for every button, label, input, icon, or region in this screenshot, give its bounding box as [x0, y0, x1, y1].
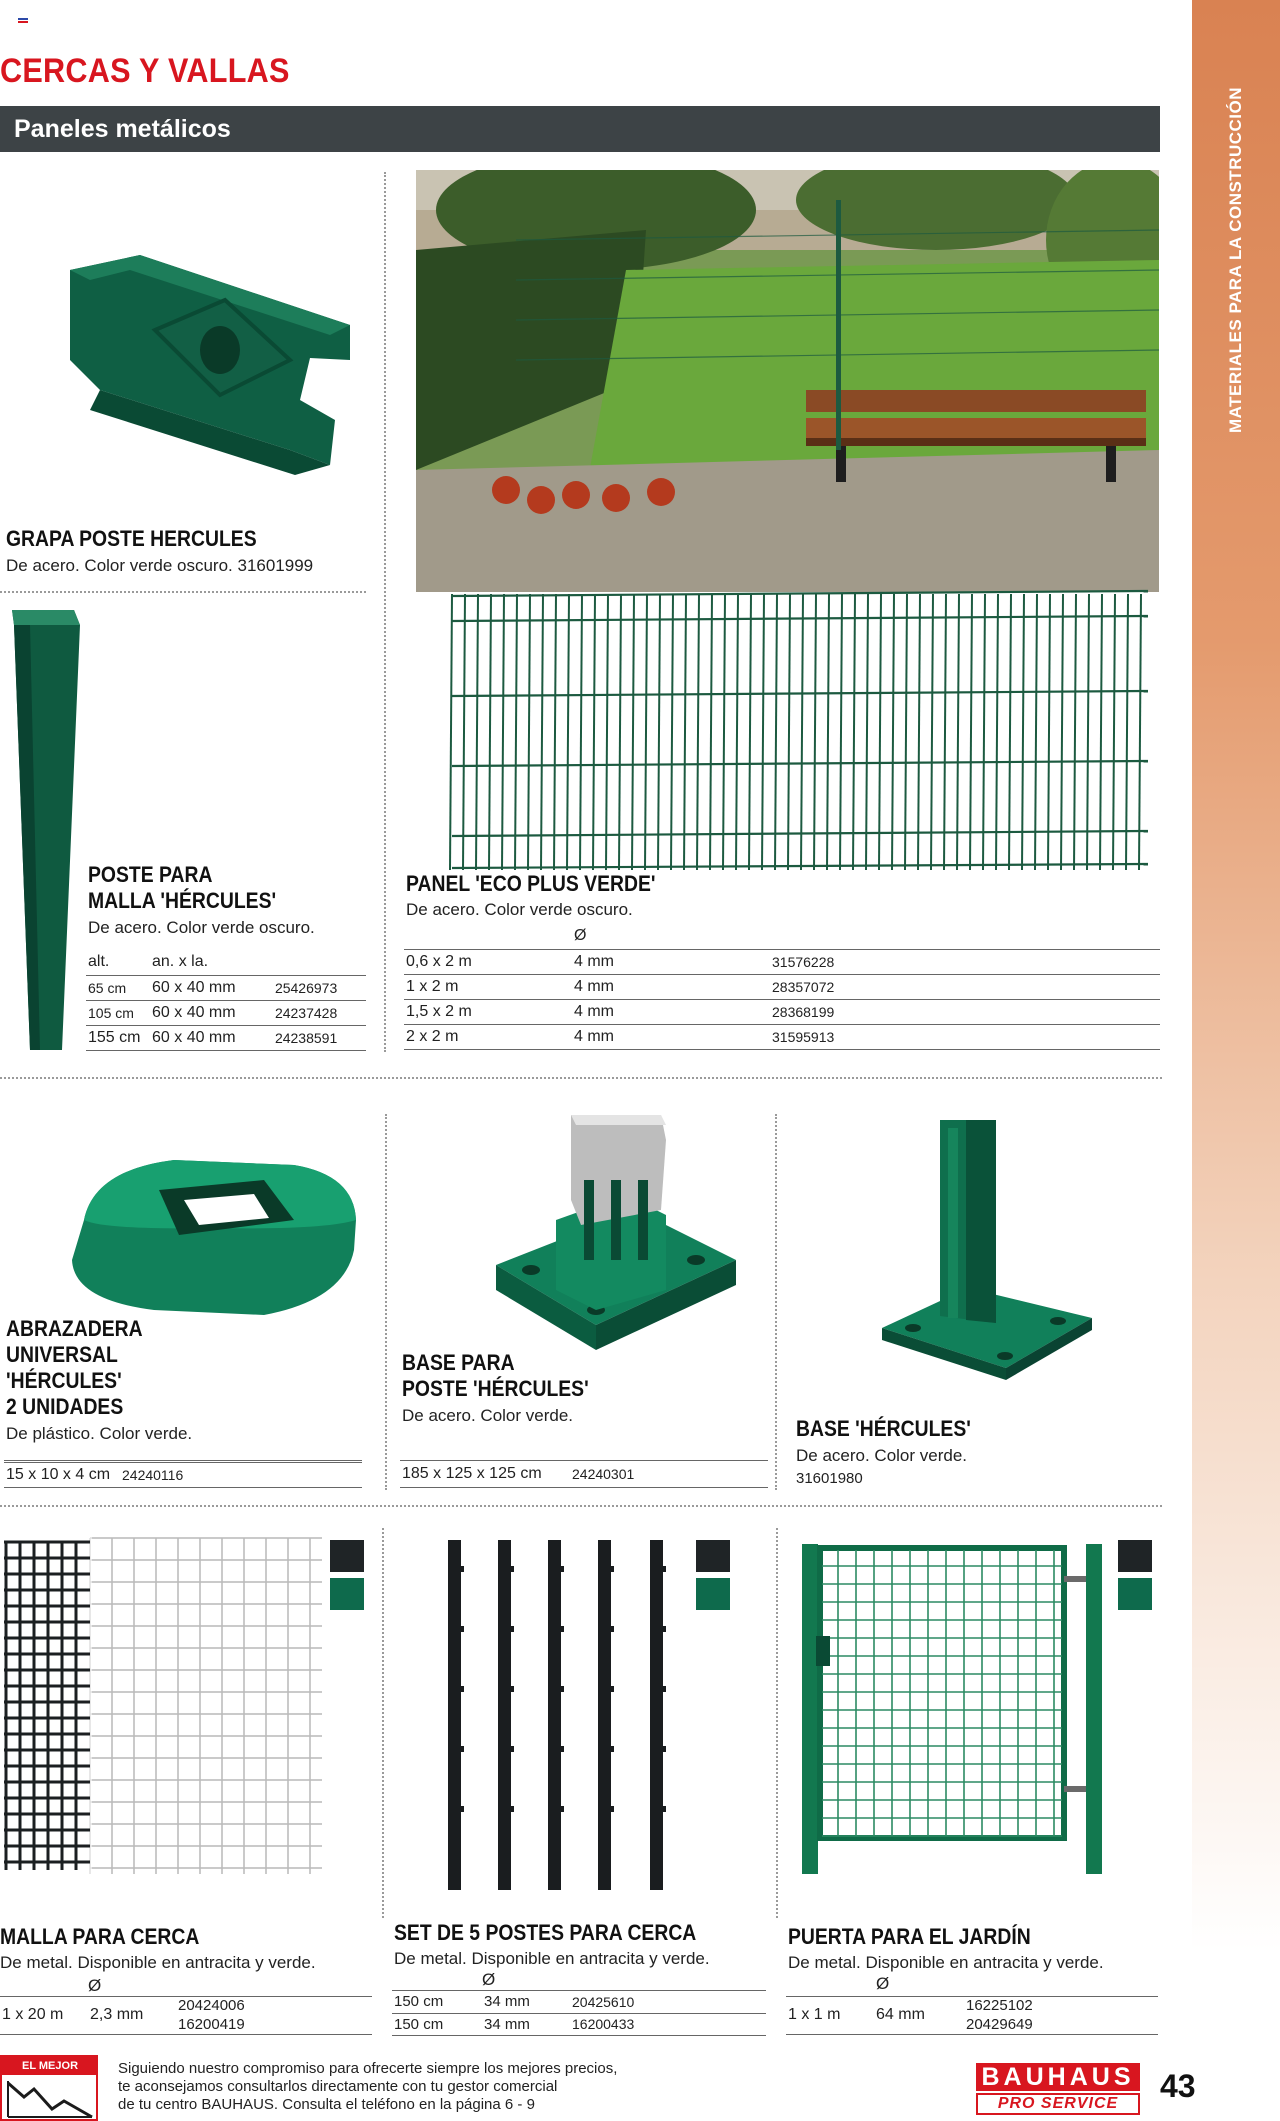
panel-fence-image — [448, 586, 1152, 876]
table-cell: 65 cm — [86, 975, 150, 1000]
malla-code-1: 20424006 — [178, 1997, 245, 2014]
table-cell: 25426973 — [273, 975, 366, 1000]
base-hercules-code: 31601980 — [796, 1470, 863, 1487]
side-category-label: MATERIALES PARA LA CONSTRUCCIÓN — [1226, 86, 1245, 434]
panel-spec-table — [404, 924, 1160, 1050]
table-cell: 185 x 125 x 125 cm — [400, 1462, 570, 1487]
base-poste-image — [486, 1110, 738, 1380]
abrazadera-name-line1: ABRAZADERA — [6, 1316, 143, 1341]
diameter-symbol: Ø — [88, 1976, 102, 1995]
table-cell: 24240301 — [570, 1462, 768, 1487]
malla-code-2: 16200419 — [178, 2016, 245, 2033]
table-cell: 28368199 — [770, 999, 1160, 1024]
panel-desc: De acero. Color verde oscuro. — [406, 900, 633, 919]
diameter-symbol: Ø — [482, 1970, 496, 1989]
section-bar — [0, 106, 1160, 152]
garden-photo — [416, 170, 1159, 592]
puerta-size: 1 x 1 m — [788, 2006, 841, 2023]
table-cell: 24240116 — [120, 1463, 362, 1488]
best-price-label: EL MEJOR PRECIO — [2, 2057, 98, 2075]
poste-name-line1: POSTE PARA — [88, 862, 213, 887]
table-bottom-rule — [786, 2034, 1158, 2035]
puerta-gate-image — [792, 1536, 1112, 1876]
base-hercules-desc: De acero. Color verde. — [796, 1446, 968, 1465]
table-row — [86, 1025, 366, 1050]
page-number: 43 — [1160, 2068, 1196, 2104]
table-top-rule — [4, 1460, 362, 1461]
section-title: Paneles metálicos — [14, 115, 231, 143]
table-cell: 31595913 — [770, 1024, 1160, 1049]
malla-mesh-grid — [90, 1538, 322, 1874]
divider — [384, 172, 386, 1052]
abrazadera-name-line2: UNIVERSAL — [6, 1342, 118, 1367]
table-cell: 16200433 — [570, 2013, 766, 2035]
col-header: an. x la. — [150, 950, 366, 975]
panel-name: PANEL 'ECO PLUS VERDE' — [406, 871, 656, 896]
logo-wordmark: BAUHAUS — [976, 2063, 1140, 2091]
divider — [0, 1077, 1162, 1079]
abrazadera-name-line3: 'HÉRCULES' — [6, 1368, 122, 1393]
table-cell: 24238591 — [273, 1025, 366, 1050]
grapa-name: GRAPA POSTE HERCULES — [6, 526, 257, 551]
base-hercules-name: BASE 'HÉRCULES' — [796, 1416, 971, 1441]
table-row — [392, 1991, 766, 2013]
postes-desc: De metal. Disponible en antracita y verde. — [394, 1949, 710, 1968]
table-row — [392, 2013, 766, 2035]
base-poste-spec-table — [400, 1462, 768, 1488]
footer-line-2: te aconsejamos consultarlos directamente con tu gestor comercial — [118, 2078, 558, 2095]
table-cell: 0,6 x 2 m — [404, 949, 572, 974]
table-cell: 4 mm — [572, 974, 770, 999]
poste-spec-table — [86, 950, 366, 1051]
base-poste-name-line1: BASE PARA — [402, 1350, 515, 1375]
table-cell: 28357072 — [770, 974, 1160, 999]
abrazadera-desc: De plástico. Color verde. — [6, 1424, 193, 1443]
postes-set-image — [438, 1536, 678, 1894]
grapa-desc: De acero. Color verde oscuro. 31601999 — [6, 556, 314, 575]
footer-line-3: de tu centro BAUHAUS. Consulta el teléfono en la página 6 - 9 — [118, 2096, 535, 2113]
table-cell: 60 x 40 mm — [150, 975, 273, 1000]
table-cell: 155 cm — [86, 1025, 150, 1050]
table-cell: 2 x 2 m — [404, 1024, 572, 1049]
table-cell: 31576228 — [770, 949, 1160, 974]
divider — [0, 1505, 1162, 1507]
poste-desc: De acero. Color verde oscuro. — [88, 918, 315, 937]
table-cell: 1,5 x 2 m — [404, 999, 572, 1024]
table-cell: 34 mm — [482, 1991, 570, 2013]
footer-line-1: Siguiendo nuestro compromiso para ofrecerte siempre los mejores precios, — [118, 2060, 618, 2077]
poste-name-line2: MALLA 'HÉRCULES' — [88, 888, 277, 913]
table-cell: 1 x 2 m — [404, 974, 572, 999]
puerta-name: PUERTA PARA EL JARDÍN — [788, 1924, 1031, 1949]
table-cell: 24237428 — [273, 1000, 366, 1025]
table-cell: 60 x 40 mm — [150, 1000, 273, 1025]
postes-spec-table — [392, 1991, 766, 2036]
color-swatch-green — [330, 1578, 364, 1610]
table-row — [86, 975, 366, 1000]
table-cell: 150 cm — [392, 1991, 482, 2013]
panel-fence-wires — [450, 594, 1141, 870]
table-cell: 105 cm — [86, 1000, 150, 1025]
table-cell: 4 mm — [572, 949, 770, 974]
puerta-code-1: 16225102 — [966, 1997, 1033, 2014]
base-poste-desc: De acero. Color verde. — [402, 1406, 574, 1425]
table-row — [404, 1024, 1160, 1049]
table-row — [4, 1463, 362, 1488]
col-header: alt. — [86, 950, 150, 975]
divider — [382, 1528, 384, 1918]
table-row — [404, 999, 1160, 1024]
malla-mesh-image — [0, 1536, 322, 1876]
malla-diameter: 2,3 mm — [90, 2006, 144, 2023]
divider — [385, 1114, 387, 1490]
divider — [776, 1528, 778, 1918]
table-row — [86, 1000, 366, 1025]
color-swatch-green — [1118, 1578, 1152, 1610]
puerta-code-2: 20429649 — [966, 2016, 1033, 2033]
postes-name: SET DE 5 POSTES PARA CERCA — [394, 1920, 697, 1945]
puerta-desc: De metal. Disponible en antracita y verde. — [788, 1953, 1104, 1972]
base-hercules-image — [878, 1118, 1096, 1400]
flag-icon — [18, 18, 28, 26]
malla-name: MALLA PARA CERCA — [0, 1924, 200, 1949]
divider — [0, 591, 366, 593]
color-swatch-green — [696, 1578, 730, 1610]
abrazadera-clamp-image — [64, 1150, 364, 1330]
table-bottom-rule — [0, 2034, 372, 2035]
best-price-badge — [0, 2055, 98, 2121]
grapa-clip-image — [60, 250, 360, 485]
table-top-rule — [400, 1460, 768, 1461]
puerta-gate-grid — [822, 1550, 1062, 1836]
table-cell: 20425610 — [570, 1991, 766, 2013]
table-row — [400, 1462, 768, 1487]
table-cell: 4 mm — [572, 1024, 770, 1049]
abrazadera-spec-table — [4, 1462, 362, 1488]
bauhaus-logo — [976, 2063, 1140, 2115]
table-row — [404, 974, 1160, 999]
color-swatch-anthracite — [1118, 1540, 1152, 1572]
category-title: CERCAS Y VALLAS — [0, 52, 290, 90]
abrazadera-name-line4: 2 UNIDADES — [6, 1394, 124, 1419]
table-cell: 15 x 10 x 4 cm — [4, 1463, 120, 1488]
table-cell: 34 mm — [482, 2013, 570, 2035]
divider — [775, 1114, 777, 1490]
table-cell: 4 mm — [572, 999, 770, 1024]
price-down-icon — [6, 2077, 94, 2119]
puerta-diameter: 64 mm — [876, 2006, 925, 2023]
postes-set-posts — [448, 1540, 666, 1890]
table-cell: 150 cm — [392, 2013, 482, 2035]
malla-size: 1 x 20 m — [2, 2006, 64, 2023]
color-swatch-anthracite — [330, 1540, 364, 1572]
base-poste-name-line2: POSTE 'HÉRCULES' — [402, 1376, 589, 1401]
malla-desc: De metal. Disponible en antracita y verde. — [0, 1953, 316, 1972]
table-row — [404, 949, 1160, 974]
diameter-symbol: Ø — [876, 1974, 890, 1993]
color-swatch-anthracite — [696, 1540, 730, 1572]
poste-post-image — [4, 605, 82, 1055]
logo-subbrand: PRO SERVICE — [976, 2093, 1140, 2115]
table-cell: 60 x 40 mm — [150, 1025, 273, 1050]
diameter-symbol: Ø — [572, 924, 770, 949]
